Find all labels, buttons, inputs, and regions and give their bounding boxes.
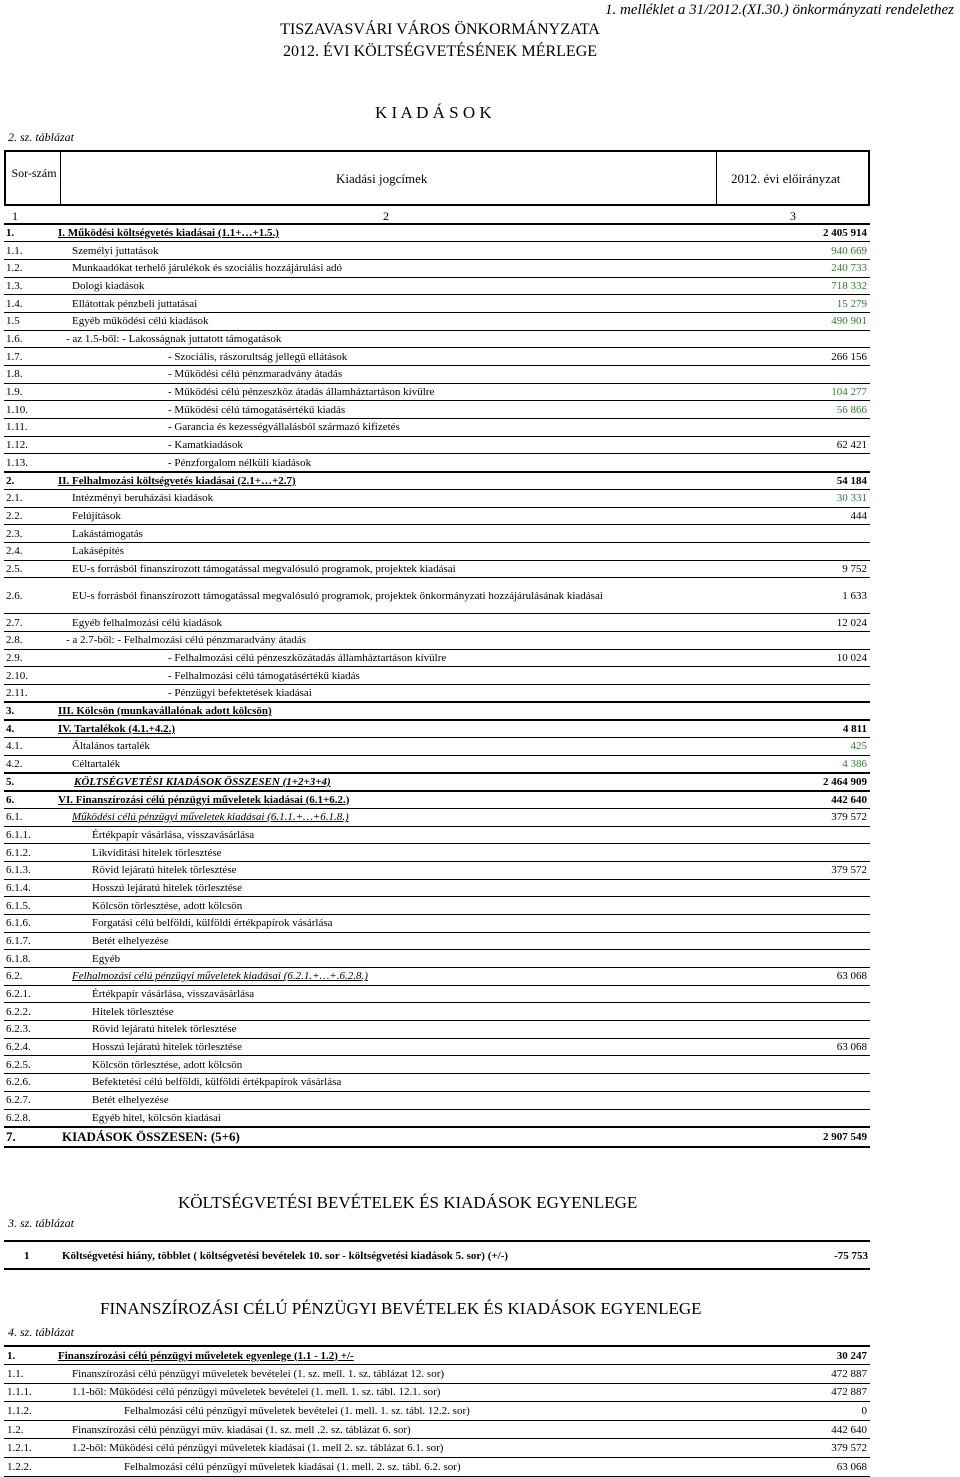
table3-caption: 3. sz. táblázat [8,1216,75,1230]
row-value: 718 332 [716,277,870,295]
row-value: 30 331 [716,489,870,507]
row-number: 2.8. [4,631,56,649]
row-number: 2.10. [4,667,56,685]
row-title: - Működési célú támogatásértékű kiadás [56,401,716,419]
row-title: - Szociális, rászorultság jellegű ellátások [56,348,716,366]
row-number: 6.1.2. [4,844,56,862]
row-value: 2 907 549 [716,1127,870,1147]
row-number: 4.2. [4,755,56,773]
row-title: Céltartalék [56,755,716,773]
row-value [716,419,870,437]
row-number: 6.1. [4,808,56,826]
row-value [716,1003,870,1021]
balance-row [4,1240,870,1270]
row-number: 6.1.7. [4,932,56,950]
row-title: Felhalmozási célú pénzügyi műveletek bevételei (1. mell. 1. sz. tábl. 12.2. sor) [56,1402,716,1421]
table-row [4,454,870,472]
row-value [716,702,870,720]
row-value: 62 421 [716,436,870,454]
row-title: - az 1.5-ből: - Lakosságnak juttatott támogatások [56,330,716,348]
row-title: III. Kölcsön (munkavállalónak adott kölcsön) [56,702,716,720]
row-number: 1.10. [4,401,56,419]
row-number: 6.2.8. [4,1109,56,1127]
table-row [4,401,870,419]
row-title: I. Működési költségvetés kiadásai (1.1+…+1.5.) [56,224,716,242]
row-value [716,932,870,950]
row-number: 1.13. [4,454,56,472]
table-row [4,1458,870,1477]
table-row [4,720,870,738]
row-title: - Működési célú pénzeszköz átadás államháztartáson kívülre [56,383,716,401]
row-title: - Pénzforgalom nélküli kiadások [56,454,716,472]
table-row [4,968,870,986]
row-number: 6.1.6. [4,914,56,932]
row-number: 2. [4,472,56,490]
row-title: Intézményi beruházási kiadások [56,489,716,507]
row-value: 63 068 [716,1038,870,1056]
row-number: 1.12. [4,436,56,454]
table-row [4,631,870,649]
row-value [716,454,870,472]
row-value: 12 024 [716,614,870,632]
row-number: 1.9. [4,383,56,401]
table-row [4,419,870,437]
table-row [4,1056,870,1074]
table-row [4,507,870,525]
row-title: EU-s forrásból finanszírozott támogatással megvalósuló programok, projektek önkormányzati hozzájárulásának kiadásai [56,578,716,614]
row-title: Lakástámogatás [56,525,716,543]
table-row [4,1365,870,1384]
table-row [4,1109,870,1127]
table-row [4,489,870,507]
row-title: VI. Finanszírozási célú pénzügyi műveletek kiadásai (6.1+6.2.) [56,791,716,809]
row-number: 6.2.4. [4,1038,56,1056]
table-row [4,242,870,260]
row-value: 940 669 [716,242,870,260]
table-row [4,914,870,932]
row-value [716,1074,870,1092]
table4-title: FINANSZÍROZÁSI CÉLÚ PÉNZÜGYI BEVÉTELEK ÉS KIADÁSOK EGYENLEGE [100,1299,702,1318]
row-value: 54 184 [716,472,870,490]
row-value [716,542,870,560]
row-title: Kölcsön törlesztése, adott kölcsön [56,897,716,915]
table-row [4,224,870,242]
row-number: 1.1. [4,1365,56,1384]
row-value [716,366,870,384]
row-title: Egyéb hitel, kölcsön kiadásai [56,1109,716,1127]
row-value [716,330,870,348]
table-row [4,985,870,1003]
row-value [716,897,870,915]
row-value [716,1109,870,1127]
row-value [716,1091,870,1109]
row-value: 442 640 [716,1420,870,1439]
row-value: 63 068 [716,968,870,986]
row-number: 1. [4,224,56,242]
table-row [4,932,870,950]
row-value: 30 247 [716,1346,870,1365]
row-value: 472 887 [716,1365,870,1384]
table-row [4,702,870,720]
row-number: 2.9. [4,649,56,667]
row-value [716,667,870,685]
row-number: 1.6. [4,330,56,348]
row-title: Hitelek törlesztése [56,1003,716,1021]
annex-reference: 1. melléklet a 31/2012.(XI.30.) önkormányzati rendelethez [605,2,954,18]
row-value [716,879,870,897]
row-value: 240 733 [716,259,870,277]
row-title: Értékpapír vásárlása, visszavásárlása [56,826,716,844]
row-value: 9 752 [716,560,870,578]
row-title: Felhalmozási célú pénzügyi műveletek kiadásai (1. mell. 2. sz. tábl. 6.2. sor) [56,1458,716,1477]
document-subtitle: 2012. ÉVI KÖLTSÉGVETÉSÉNEK MÉRLEGE [282,43,598,60]
row-title: - Garancia és kezességvállalásból származó kifizetés [56,419,716,437]
row-title: Hosszú lejáratú hitelek törlesztése [56,879,716,897]
table-row [4,649,870,667]
row-title: Kölcsön törlesztése, adott kölcsön [56,1056,716,1074]
row-title: Rövid lejáratú hitelek törlesztése [56,861,716,879]
row-value: 10 024 [716,649,870,667]
row-value: 1 633 [716,578,870,614]
row-value: 444 [716,507,870,525]
table-row [4,525,870,543]
table4-caption: 4. sz. táblázat [8,1325,75,1339]
table-row [4,773,870,791]
row-title: Dologi kiadások [56,277,716,295]
row-number: 4.1. [4,738,56,756]
row-value: 63 068 [716,1458,870,1477]
column-index-2: 2 [56,208,716,224]
row-number: 2.5. [4,560,56,578]
row-number: 1.1. [4,242,56,260]
row-value [716,1056,870,1074]
table-row [4,1074,870,1092]
row-title: EU-s forrásból finanszírozott támogatással megvalósuló programok, projektek kiadásai [56,560,716,578]
row-value: 379 572 [716,1439,870,1458]
row-number: 6.2.7. [4,1091,56,1109]
table-row [4,1091,870,1109]
balance-row-title: Költségvetési hiány, többlet ( költségvetési bevételek 10. sor - költségvetési kiadások 5. sor) (+/-) [62,1250,509,1262]
table-row [4,542,870,560]
row-number: 1.2.1. [4,1439,56,1458]
row-number: 6. [4,791,56,809]
table3-title: KÖLTSÉGVETÉSI BEVÉTELEK ÉS KIADÁSOK EGYENLEGE [178,1193,638,1212]
row-number: 6.1.5. [4,897,56,915]
table-row [4,330,870,348]
table-row [4,826,870,844]
row-title: Betét elhelyezése [56,1091,716,1109]
table-row [4,1021,870,1039]
row-number: 1.5 [4,312,56,330]
row-value: 56 866 [716,401,870,419]
row-number: 1.11. [4,419,56,437]
row-title: Forgatási célú belföldi, külföldi értékpapírok vásárlása [56,914,716,932]
row-value [716,985,870,1003]
row-title: Általános tartalék [56,738,716,756]
table-row [4,295,870,313]
row-value [716,844,870,862]
row-value: 15 279 [716,295,870,313]
balance-row-value: -75 753 [834,1250,868,1262]
row-title: Felújítások [56,507,716,525]
table-row [4,560,870,578]
table-row [4,755,870,773]
table-row [4,614,870,632]
row-number: 5. [4,773,56,791]
row-value: 472 887 [716,1383,870,1402]
row-number: 1.8. [4,366,56,384]
row-number: 6.1.1. [4,826,56,844]
row-value [716,631,870,649]
document-title: TISZAVASVÁRI VÁROS ÖNKORMÁNYZATA [280,21,600,38]
row-number: 6.2. [4,968,56,986]
table-row [4,808,870,826]
table-row [4,436,870,454]
row-title: Egyéb [56,950,716,968]
row-title: II. Felhalmozási költségvetés kiadásai (2.1+…+2.7) [56,472,716,490]
table2-caption: 2. sz. táblázat [8,130,75,144]
row-number: 6.2.3. [4,1021,56,1039]
column-index-row [4,208,870,224]
row-title: KÖLTSÉGVETÉSI KIADÁSOK ÖSSZESEN (1+2+3+4) [56,773,716,791]
row-title: Működési célú pénzügyi műveletek kiadásai (6.1.1.+…+6.1.8.) [56,808,716,826]
row-value: 266 156 [716,348,870,366]
table-row [4,791,870,809]
row-number: 6.2.6. [4,1074,56,1092]
row-number: 6.1.4. [4,879,56,897]
row-value: 425 [716,738,870,756]
row-title: KIADÁSOK ÖSSZESEN: (5+6) [56,1127,716,1147]
table-row [4,1038,870,1056]
row-title: - Működési célú pénzmaradvány átadás [56,366,716,384]
row-title: Rövid lejáratú hitelek törlesztése [56,1021,716,1039]
row-number: 1.2.2. [4,1458,56,1477]
row-title: Felhalmozási célú pénzügyi műveletek kiadásai (6.2.1.+…+.6.2.8.) [56,968,716,986]
row-value: 442 640 [716,791,870,809]
table-row [4,578,870,614]
row-number: 6.2.1. [4,985,56,1003]
row-title: Befektetési célú belföldi, külföldi értékpapírok vásárlása [56,1074,716,1092]
table-row [4,277,870,295]
row-value: 0 [716,1402,870,1421]
table-row [4,1439,870,1458]
row-value: 4 386 [716,755,870,773]
column-header-title: Kiadási jogcímek [336,171,428,186]
row-title: Likviditási hitelek törlesztése [56,844,716,862]
column-header-value: 2012. évi előirányzat [731,171,841,186]
row-title: Betét elhelyezése [56,932,716,950]
row-value: 2 464 909 [716,773,870,791]
column-header-number: Sor-szám [11,166,57,180]
row-number: 6.2.2. [4,1003,56,1021]
row-value: 4 811 [716,720,870,738]
table-row [4,1346,870,1365]
row-value [716,950,870,968]
row-title: Hosszú lejáratú hitelek törlesztése [56,1038,716,1056]
row-title: Ellátottak pénzbeli juttatásai [56,295,716,313]
row-title: Munkaadókat terhelő járulékok és szociális hozzájárulási adó [56,259,716,277]
row-title: Személyi juttatások [56,242,716,260]
row-number: 2.7. [4,614,56,632]
table-row [4,259,870,277]
balance-row-number: 1 [24,1250,30,1262]
row-value [716,1021,870,1039]
table-row [4,383,870,401]
row-number: 2.2. [4,507,56,525]
row-value [716,685,870,703]
table-row [4,738,870,756]
row-number: 1.7. [4,348,56,366]
row-number: 1. [4,1346,56,1365]
row-number: 4. [4,720,56,738]
row-title: 1.2-ből: Működési célú pénzügyi műveletek kiadásai (1. mell 2. sz. táblázat 6.1. sor) [56,1439,716,1458]
column-index-1: 1 [4,208,56,224]
row-title: Finanszírozási célú pénzügyi műveletek bevételei (1. sz. mell. 1. sz. táblázat 12. sor) [56,1365,716,1384]
row-title: - Kamatkiadások [56,436,716,454]
row-title: Finanszírozási célú pénzügyi műveletek egyenlege (1.1 - 1.2) +/- [56,1346,716,1365]
row-title: - Felhalmozási célú pénzeszközátadás államháztartáson kívülre [56,649,716,667]
row-number: 2.4. [4,542,56,560]
expenditure-table [4,208,870,1148]
row-number: 6.1.3. [4,861,56,879]
row-number: 1.2. [4,1420,56,1439]
row-number: 3. [4,702,56,720]
table-row [4,897,870,915]
row-title: - Felhalmozási célú támogatásértékű kiadás [56,667,716,685]
row-number: 1.4. [4,295,56,313]
table-row [4,1402,870,1421]
row-title: Egyéb működési célú kiadások [56,312,716,330]
table-row [4,1420,870,1439]
table-row [4,844,870,862]
row-number: 2.11. [4,685,56,703]
row-title: - a 2.7-ből: - Felhalmozási célú pénzmaradvány átadás [56,631,716,649]
table-row [4,685,870,703]
table-row [4,879,870,897]
row-number: 1.1.2. [4,1402,56,1421]
row-value [716,525,870,543]
table-row [4,861,870,879]
row-number: 1.2. [4,259,56,277]
row-value: 379 572 [716,808,870,826]
table-row [4,667,870,685]
row-value: 379 572 [716,861,870,879]
row-number: 2.1. [4,489,56,507]
row-number: 6.1.8. [4,950,56,968]
financing-table [4,1345,870,1477]
row-number: 7. [4,1127,56,1147]
table-row [4,950,870,968]
table-row [4,348,870,366]
row-value: 2 405 914 [716,224,870,242]
table-row [4,312,870,330]
table-row [4,472,870,490]
row-value: 104 277 [716,383,870,401]
row-number: 2.3. [4,525,56,543]
row-title: IV. Tartalékok (4.1.+4.2.) [56,720,716,738]
row-value [716,914,870,932]
table-row [4,1127,870,1147]
row-number: 1.1.1. [4,1383,56,1402]
row-title: Értékpapír vásárlása, visszavásárlása [56,985,716,1003]
row-title: - Pénzügyi befektetések kiadásai [56,685,716,703]
table2-header [4,150,870,206]
row-title: 1.1-ből: Működési célú pénzügyi műveletek bevételei (1. mell. 1. sz. tábl. 12.1. sor) [56,1383,716,1402]
row-number: 1.3. [4,277,56,295]
row-title: Lakásépítés [56,542,716,560]
row-title: Egyéb felhalmozási célú kiadások [56,614,716,632]
row-title: Finanszírozási célú pénzügyi műv. kiadásai (1. sz. mell .2. sz. táblázat 6. sor) [56,1420,716,1439]
table-row [4,366,870,384]
row-number: 2.6. [4,578,56,614]
table-row [4,1383,870,1402]
column-index-3: 3 [716,208,870,224]
table-row [4,1003,870,1021]
row-value [716,826,870,844]
row-number: 6.2.5. [4,1056,56,1074]
row-value: 490 901 [716,312,870,330]
section-title-kiadasok: K I A D Á S O K [375,103,492,122]
